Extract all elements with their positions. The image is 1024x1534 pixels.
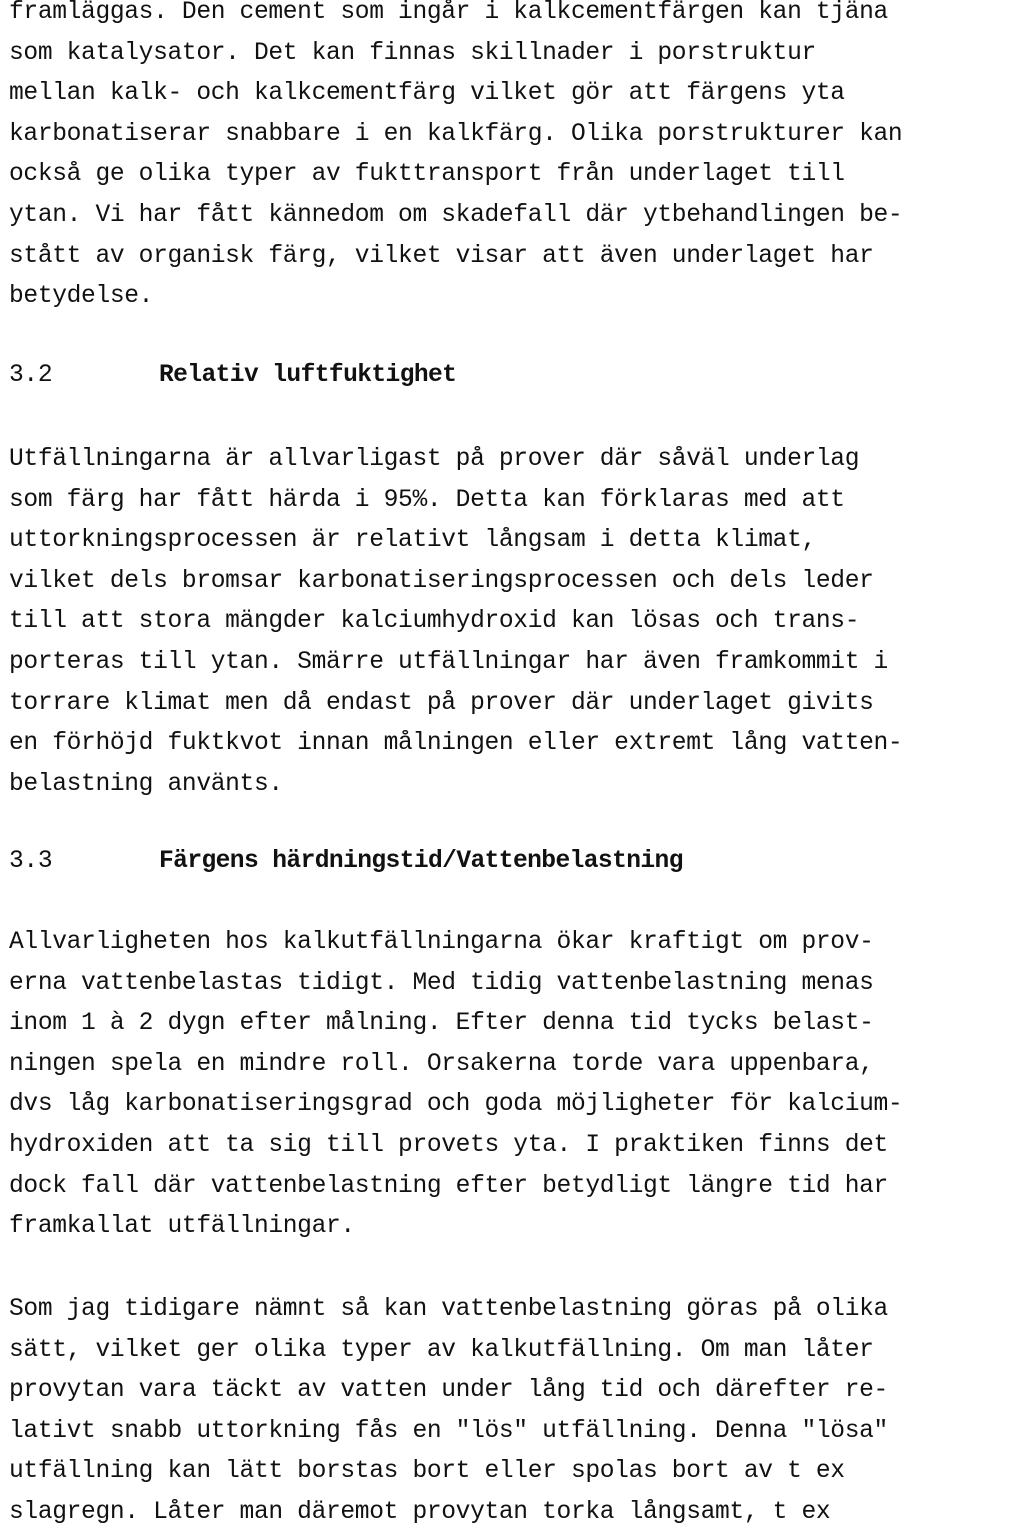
- text-line: en förhöjd fuktkvot innan målningen eller extremt lång vatten-: [9, 730, 903, 758]
- text-line: belastning använts.: [9, 770, 283, 798]
- section-number: 3.2: [9, 362, 53, 389]
- section-heading-3-3: [9, 842, 1021, 882]
- text-line: som färg har fått härda i 95%. Detta kan förklaras med att: [9, 486, 845, 514]
- text-line: till att stora mängder kalciumhydroxid kan lösas och trans-: [9, 608, 860, 636]
- text-line: karbonatiserar snabbare i en kalkfärg. Olika porstrukturer kan: [9, 120, 903, 148]
- text-line: dock fall där vattenbelastning efter betydligt längre tid har: [9, 1172, 888, 1200]
- text-line: torrare klimat men då endast på prover där underlaget givits: [9, 689, 874, 717]
- text-line: erna vattenbelastas tidigt. Med tidig vattenbelastning menas: [9, 969, 874, 997]
- text-line: lativt snabb uttorkning fås en "lös" utfällning. Denna "lösa": [9, 1417, 888, 1445]
- text-line: uttorkningsprocessen är relativt långsam i detta klimat,: [9, 527, 816, 555]
- text-line: Utfällningarna är allvarligast på prover där såväl underlag: [9, 446, 860, 473]
- text-line: ningen spela en mindre roll. Orsakerna torde vara uppenbara,: [9, 1050, 874, 1078]
- section-title: Relativ luftfuktighet: [159, 362, 457, 389]
- text-line: porteras till ytan. Smärre utfällningar har även framkommit i: [9, 648, 888, 676]
- text-line: betydelse.: [9, 283, 154, 311]
- text-line: inom 1 à 2 dygn efter målning. Efter denna tid tycks belast-: [9, 1010, 874, 1038]
- text-line: stått av organisk färg, vilket visar att även underlaget har: [9, 242, 874, 270]
- text-line: Som jag tidigare nämnt så kan vattenbelastning göras på olika: [9, 1296, 888, 1323]
- text-line: slagregn. Låter man däremot provytan torka långsamt, t ex: [9, 1498, 831, 1526]
- text-line: som katalysator. Det kan finnas skillnader i porstruktur: [9, 39, 816, 67]
- text-line: också ge olika typer av fukttransport från underlaget till: [9, 161, 845, 189]
- text-line: framkallat utfällningar.: [9, 1213, 355, 1241]
- section-title: Färgens härdningstid/Vattenbelastning: [159, 848, 683, 875]
- section-heading-3-2: [9, 356, 1021, 396]
- text-line: framläggas. Den cement som ingår i kalkcementfärgen kan tjäna: [9, 0, 888, 26]
- section-number: 3.3: [9, 848, 53, 875]
- text-line: vilket dels bromsar karbonatiseringsprocessen och dels leder: [9, 567, 874, 595]
- text-line: provytan vara täckt av vatten under lång tid och därefter re-: [9, 1377, 888, 1405]
- text-line: Allvarligheten hos kalkutfällningarna ökar kraftigt om prov-: [9, 929, 874, 956]
- text-line: sätt, vilket ger olika typer av kalkutfällning. Om man låter: [9, 1336, 874, 1364]
- text-line: utfällning kan lätt borstas bort eller spolas bort av t ex: [9, 1458, 845, 1486]
- intro-paragraph: [9, 0, 1021, 318]
- text-line: mellan kalk- och kalkcementfärg vilket gör att färgens yta: [9, 80, 845, 108]
- text-line: hydroxiden att ta sig till provets yta. I praktiken finns det: [9, 1131, 888, 1159]
- section-3-3-paragraph-1: [9, 923, 1021, 1248]
- text-line: dvs låg karbonatiseringsgrad och goda möjligheter för kalcium-: [9, 1091, 903, 1119]
- section-3-2-paragraph: [9, 440, 1021, 805]
- section-3-3-paragraph-2: [9, 1290, 1021, 1534]
- text-line: ytan. Vi har fått kännedom om skadefall där ytbehandlingen be-: [9, 201, 903, 229]
